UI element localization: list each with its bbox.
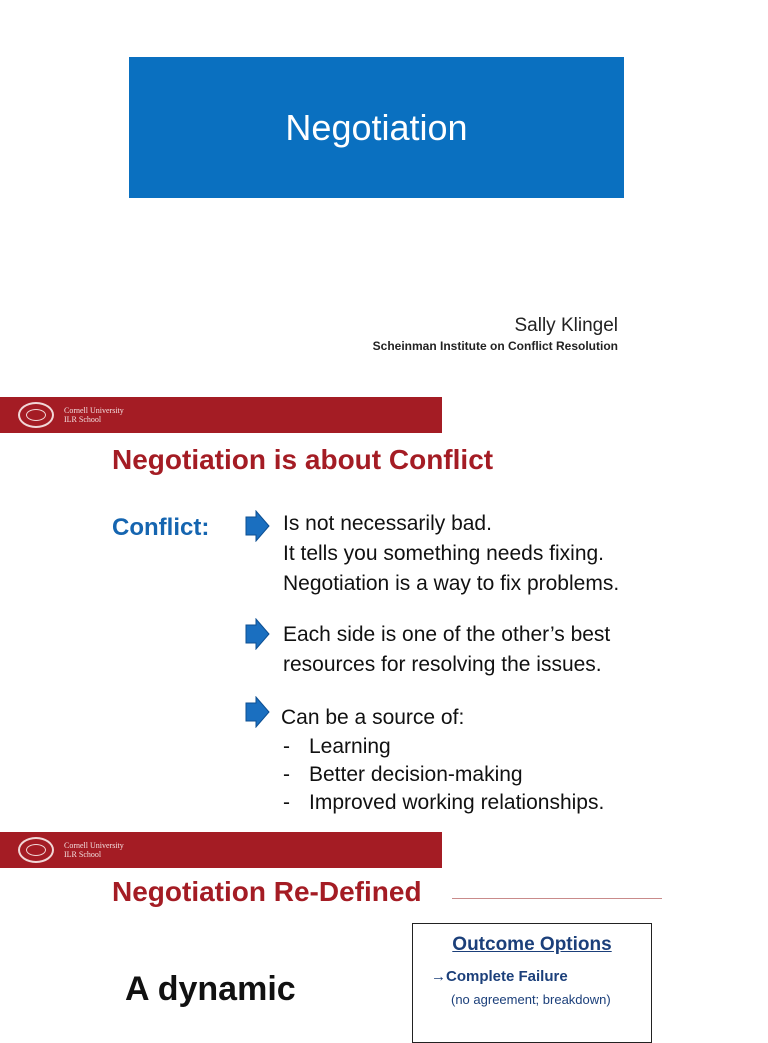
- cornell-line-2: ILR School: [64, 850, 102, 859]
- institute-name: Scheinman Institute on Conflict Resolution: [372, 339, 618, 353]
- right-arrow-icon: →: [431, 968, 446, 985]
- bullet-line: It tells you something needs fixing.: [283, 542, 605, 565]
- author-name: Sally Klingel: [514, 315, 618, 336]
- slide-title-box: [129, 57, 624, 198]
- bullet-line: resources for resolving the issues.: [283, 653, 602, 676]
- sub-bullet: - Better decision-making: [283, 763, 523, 786]
- title-slide: [0, 0, 768, 380]
- bullet-point-3: [281, 703, 464, 733]
- arrow-bullet-icon: [244, 696, 270, 728]
- bullet-line: Is not necessarily bad.: [283, 512, 492, 535]
- bullet-point-1: [283, 509, 619, 599]
- cornell-wordmark: [64, 406, 124, 424]
- conflict-label: Conflict:: [112, 514, 210, 541]
- outcome-options-box: [412, 923, 652, 1043]
- cornell-header-band: [0, 397, 442, 433]
- cornell-seal-icon: [18, 402, 54, 428]
- cornell-seal-icon: [18, 837, 54, 863]
- outcome-title: Outcome Options: [452, 934, 612, 955]
- redefined-slide: [0, 830, 768, 1024]
- outcome-item: [431, 968, 568, 985]
- presentation-title: Negotiation: [285, 106, 468, 148]
- bullet-line: Each side is one of the other’s best: [283, 623, 611, 646]
- bullet-line: Can be a source of:: [281, 706, 465, 729]
- cornell-line-2: ILR School: [64, 415, 102, 424]
- conflict-slide: [0, 380, 768, 830]
- bullet-line: Negotiation is a way to fix problems.: [283, 572, 620, 595]
- title-underline: [452, 898, 662, 899]
- body-text: A dynamic: [125, 970, 296, 1008]
- cornell-wordmark: [64, 841, 124, 859]
- arrow-bullet-icon: [244, 510, 270, 542]
- slide-heading: Negotiation Re-Defined: [112, 876, 422, 907]
- cornell-line-1: Cornell University: [64, 406, 124, 415]
- slide-heading: Negotiation is about Conflict: [112, 444, 494, 475]
- cornell-header-band: [0, 832, 442, 868]
- sub-bullet: - Learning: [283, 735, 391, 758]
- outcome-item-note: (no agreement; breakdown): [451, 992, 611, 1007]
- sub-bullet: - Improved working relationships.: [283, 791, 605, 814]
- outcome-item-label: Complete Failure: [446, 968, 568, 985]
- cornell-line-1: Cornell University: [64, 841, 124, 850]
- bullet-point-2: [283, 620, 610, 680]
- arrow-bullet-icon: [244, 618, 270, 650]
